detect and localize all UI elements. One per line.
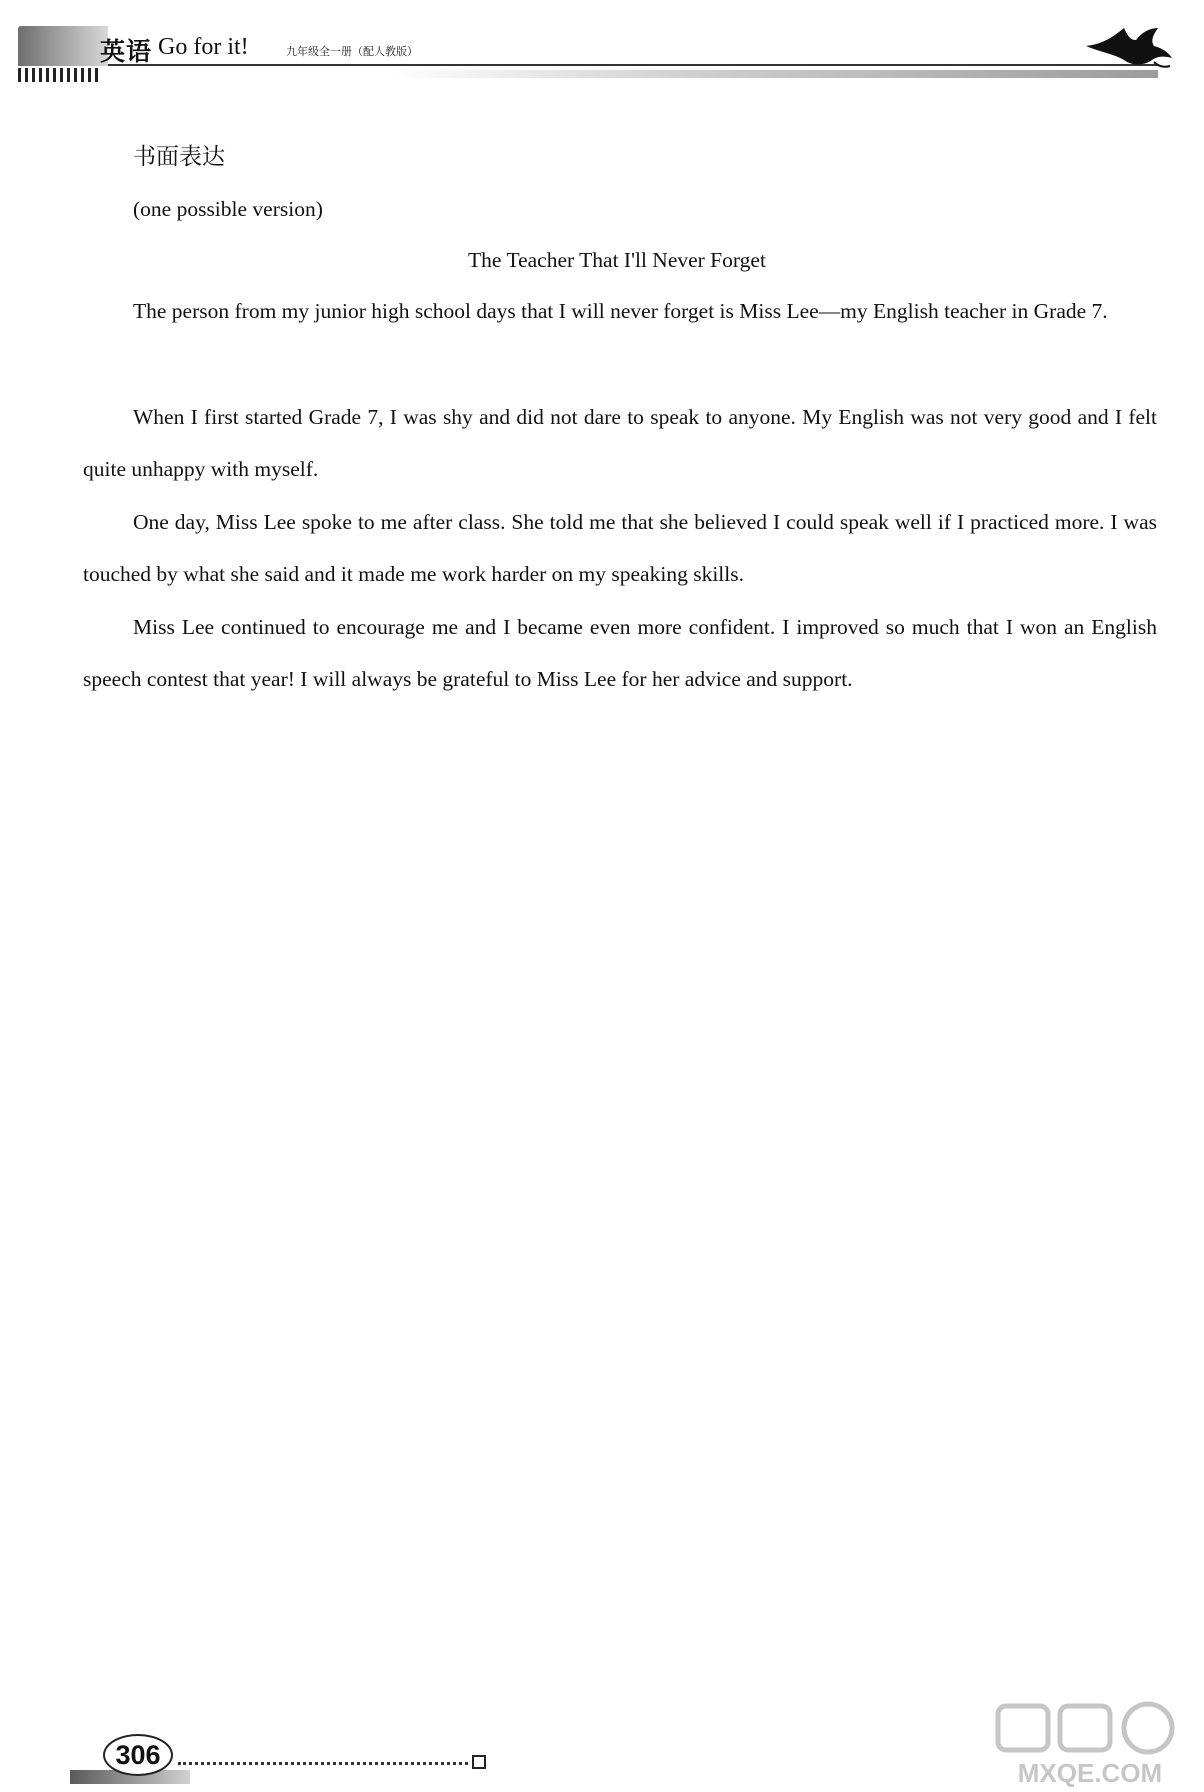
svg-text:MXQE.COM: MXQE.COM [1017, 1758, 1163, 1788]
essay-paragraph: One day, Miss Lee spoke to me after class. She told me that she believed I could speak well if I practiced more. I was touched by what she said and it made me work harder on my speaking skills. [83, 510, 1157, 586]
essay-paragraph: When I first started Grade 7, I was shy and did not dare to speak to anyone. My English was not very good and I felt quite unhappy with myself. [83, 405, 1157, 481]
bird-logo-icon [1084, 26, 1174, 72]
essay-paragraph: Miss Lee continued to encourage me and I became even more confident. I improved so much that I won an English speech contest that year! I will always be grateful to Miss Lee for her advice and support. [83, 615, 1157, 691]
header-grade-edition: 九年级全一册（配人教版） [286, 45, 418, 58]
page-number: 306 [103, 1734, 173, 1776]
header-subject: 英语 [100, 37, 153, 66]
header-series: Go for it! [158, 34, 249, 60]
section-title: 书面表达 [133, 144, 225, 170]
header-barcode-stripes [18, 68, 98, 82]
version-note: (one possible version) [133, 197, 323, 221]
header-gradient-block [18, 26, 108, 66]
header-rule [108, 64, 1158, 66]
header-gradient-stripe [388, 70, 1158, 78]
footer-dotted-rule [178, 1762, 468, 1765]
watermark-logo [990, 1700, 1190, 1790]
footer-square-icon [472, 1755, 486, 1769]
essay-title: The Teacher That I'll Never Forget [468, 248, 766, 272]
essay-paragraph: The person from my junior high school days that I will never forget is Miss Lee—my English teacher in Grade 7. [133, 299, 1108, 323]
page-header [18, 26, 1160, 86]
